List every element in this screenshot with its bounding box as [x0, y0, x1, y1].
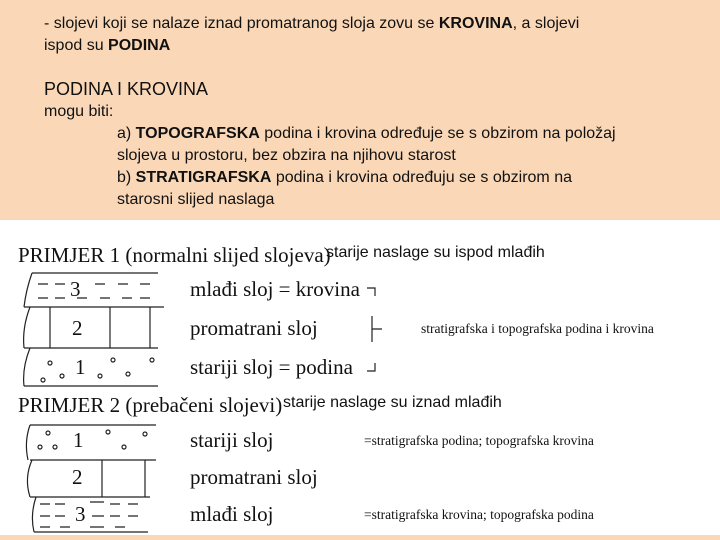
example-2-note: starije naslage su iznad mlađih: [283, 394, 502, 411]
text: podina i krovina određuju se s obzirom na: [271, 169, 572, 186]
section-heading: PODINA I KROVINA: [44, 79, 209, 99]
item-a: [117, 124, 616, 144]
term-podina: PODINA: [108, 37, 171, 54]
observed-layer: promatrani sloj: [190, 465, 318, 489]
example-1-title: PRIMJER 1 (normalni slijed slojeva): [18, 243, 331, 267]
layer-label: 3: [70, 277, 81, 301]
layer-label: 2: [72, 316, 83, 340]
text: ispod su: [44, 37, 109, 54]
younger-layer-note: =stratigrafska krovina; topografska podina: [364, 507, 594, 522]
intro-line-2: [44, 36, 170, 56]
layer-label: 1: [73, 428, 84, 452]
item-a-line2: slojeva u prostoru, bez obzira na njihovu starost: [117, 147, 456, 164]
figure-examples: [0, 220, 720, 535]
example-1-note: starije naslage su ispod mlađih: [326, 244, 545, 261]
term: TOPOGRAFSKA: [135, 125, 260, 142]
mogu-biti: mogu biti:: [44, 103, 114, 120]
term-krovina: KROVINA: [438, 15, 513, 32]
text: - slojevi koji se nalaze iznad promatranog sloja zovu se: [44, 15, 439, 32]
younger-layer: mlađi sloj: [190, 502, 274, 526]
layer-label: 1: [75, 355, 86, 379]
layer-label: 3: [75, 502, 86, 526]
older-layer-floor: stariji sloj = podina: [190, 355, 353, 379]
layer-label: 2: [72, 465, 83, 489]
text: b): [117, 169, 136, 186]
older-layer-note: =stratigrafska podina; topografska krovina: [364, 433, 594, 448]
item-b-line2: starosni slijed naslaga: [117, 191, 275, 208]
text: a): [117, 125, 136, 142]
example-2-title: PRIMJER 2 (prebačeni slojevi): [18, 393, 283, 417]
observed-layer: promatrani sloj: [190, 316, 318, 340]
term: STRATIGRAFSKA: [135, 169, 272, 186]
item-b: [117, 168, 572, 188]
intro-line-1: [44, 14, 579, 34]
example-1-side-note: stratigrafska i topografska podina i krovina: [421, 321, 654, 336]
older-layer: stariji sloj: [190, 428, 274, 452]
younger-layer-roof: mlađi sloj = krovina: [190, 277, 360, 301]
text: , a slojevi: [512, 15, 580, 32]
text: podina i krovina određuje se s obzirom na položaj: [259, 125, 616, 142]
